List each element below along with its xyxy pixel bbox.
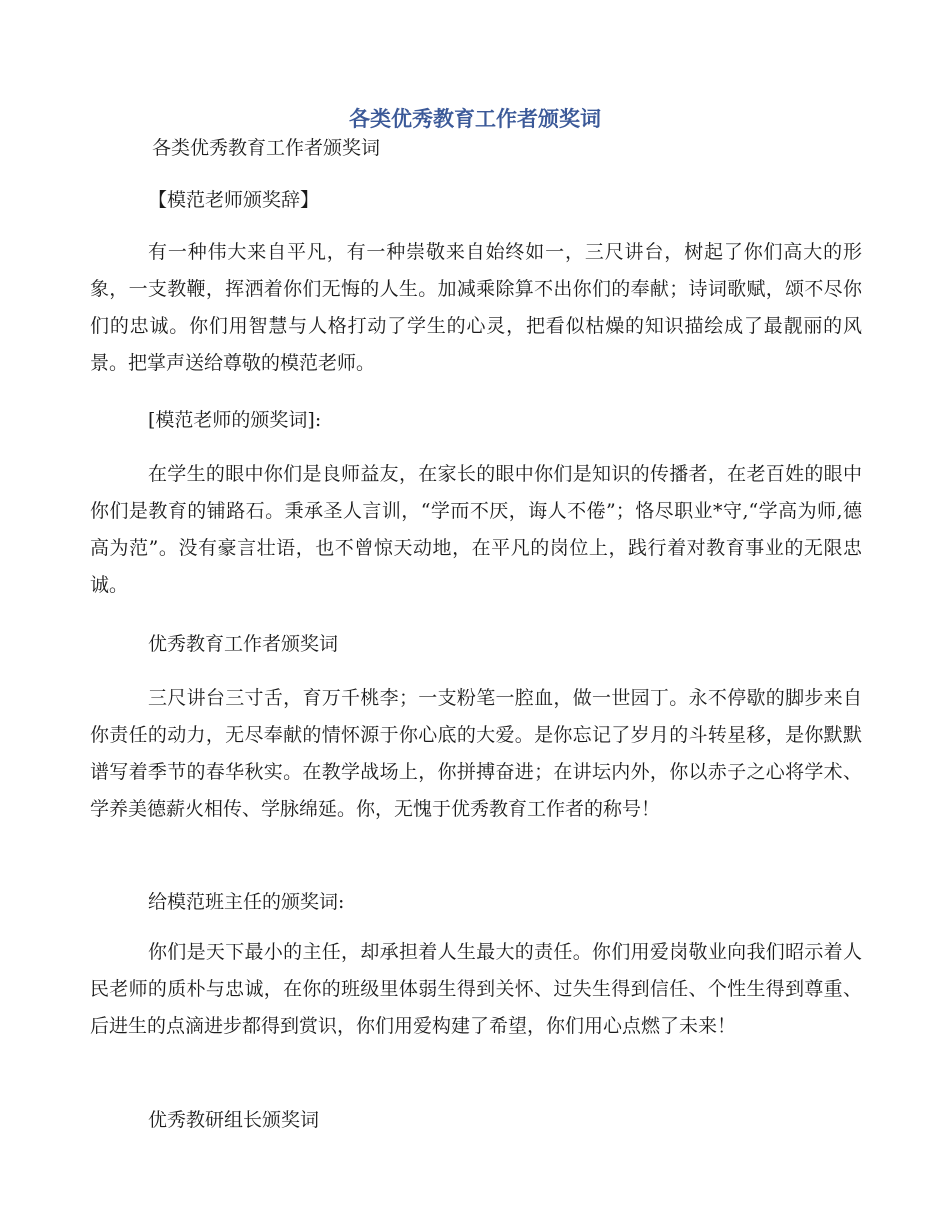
paragraph-head-teacher: 你们是天下最小的主任，却承担着人生最大的责任。你们用爱岗敬业向我们昭示着人民老师的质朴与忠诚，在你的班级里体弱生得到关怀、过失生得到信任、个性生得到尊重、后进生的点滴进步都得到赏识，你们用爱构建了希望，你们用心点燃了未来！ (90, 941, 862, 1037)
section-heading-model-teacher-2: [模范老师的颁奖词]: (148, 409, 322, 431)
paragraph-model-teacher: 有一种伟大来自平凡，有一种崇敬来自始终如一，三尺讲台，树起了你们高大的形象，一支教鞭，挥洒着你们无悔的人生。加减乘除算不出你们的奉献；诗词歌赋，颂不尽你们的忠诚。你们用智慧与人格打动了学生的心灵，把看似枯燥的知识描绘成了最靓丽的风景。把掌声送给尊敬的模范老师。 (90, 241, 862, 374)
document-title: 各类优秀教育工作者颁奖词 (349, 106, 601, 131)
section-heading-head-teacher: 给模范班主任的颁奖词: (148, 891, 345, 913)
document-subtitle: 各类优秀教育工作者颁奖词 (152, 137, 381, 159)
paragraph-excellent-worker: 三尺讲台三寸舌，育万千桃李；一支粉笔一腔血，做一世园丁。永不停歇的脚步来自你责任的动力，无尽奉献的情怀源于你心底的大爱。是你忘记了岁月的斗转星移，是你默默谱写着季节的春华秋实。在教学战场上，你拼搏奋进；在讲坛内外，你以赤子之心将学术、学养美德薪火相传、学脉绵延。你，无愧于优秀教育工作者的称号！ (90, 687, 862, 820)
paragraph-model-teacher-2: 在学生的眼中你们是良师益友，在家长的眼中你们是知识的传播者，在老百姓的眼中你们是教育的铺路石。秉承圣人言训，“学而不厌，诲人不倦”；恪尽职业*守,“学高为师,德高为范”。没有豪言壮语，也不曾惊天动地，在平凡的岗位上，践行着对教育事业的无限忠诚。 (90, 463, 862, 596)
section-heading-research-leader: 优秀教研组长颁奖词 (148, 1109, 320, 1131)
section-heading-model-teacher: 【模范老师颁奖辞】 (148, 189, 320, 211)
section-heading-excellent-worker: 优秀教育工作者颁奖词 (148, 633, 339, 655)
